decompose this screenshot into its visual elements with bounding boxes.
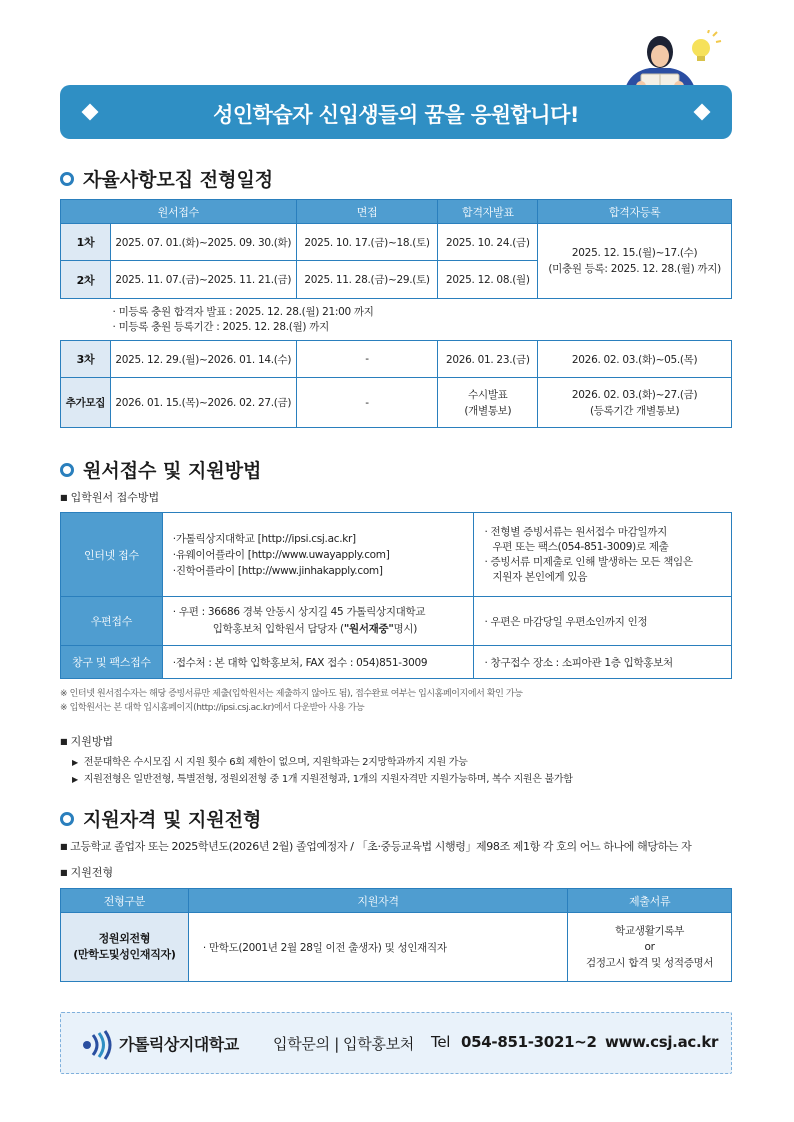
table-row [61,646,732,679]
department-name: 입학홍보처 [343,1035,414,1053]
interview-date: - [296,341,438,378]
footnote: ※ 입학원서는 본 대학 입시홈페이지(http://ipsi.csj.ac.kr)에서 다운받아 사용 가능 [60,703,365,713]
site-link[interactable]: ·가톨릭상지대학교 [http://ipsi.csj.ac.kr] [172,532,356,545]
register-period [538,224,732,299]
type-sub: (만학도및성인재직자) [73,948,176,961]
section-title: 지원자격 및 지원전형 [83,809,262,831]
footnote: ※ 인터넷 원서접수자는 해당 증빙서류만 제출(입학원서는 제출하지 않아도 됨), 접수완료 여부는 입시홈페이지에서 확인 가능 [60,689,523,699]
round-label: 1차 [61,224,111,261]
announce-line: (개별통보) [464,404,512,417]
round-label: 추가모집 [61,378,111,428]
banner-title: 성인학습자 신입생들의 꿈을 응원합니다! [213,103,579,127]
tel-label: Tel [431,1033,451,1051]
apply-period: 2025. 07. 01.(화)~2025. 09. 30.(화) [110,224,296,261]
announce-date: 2026. 01. 23.(금) [438,341,538,378]
method-item: ▶ 전문대학은 수시모집 시 지원 횟수 6회 제한이 없으며, 지원학과는 2지망학과까지 지원 가능 [72,753,468,768]
qualification-cell: · 만학도(2001년 2월 28일 이전 출생자) 및 성인재직자 [188,913,567,982]
subheading-support-method: ■ 지원방법 [60,733,113,749]
subheading-apply-method: ■ 입학원서 접수방법 [60,489,159,505]
table-row [61,341,732,378]
doc-line: 검정고시 합격 및 성적증명서 [586,957,714,969]
table-row [61,513,732,597]
phone-number[interactable]: 054-851-3021~2 [461,1033,597,1051]
section-title: 자율사항모집 전형일정 [83,169,274,191]
ring-bullet-icon [60,463,74,477]
address-line: · 우편 : 36686 경북 안동시 상지길 45 가톨릭상지대학교 [172,606,426,618]
section-heading-application [60,456,261,483]
university-logo-icon [79,1027,115,1063]
visit-place: ·접수처 : 본 대학 입학홍보처, FAX 접수 : 054)851-3009 [162,646,474,679]
application-method-table [60,512,732,679]
table-row [61,913,732,982]
notes-row [61,299,732,341]
table-header-row [61,200,732,224]
section-heading-qualification [60,805,261,832]
note-line: · 미등록 충원 합격자 발표 : 2025. 12. 28.(월) 21:00 까지 [112,305,374,318]
post-note: · 우편은 마감당일 우편소인까지 인정 [474,597,732,646]
col-header: 원서접수 [61,200,297,224]
address-emphasis: "원서재중" [343,623,394,635]
col-header: 면접 [296,200,438,224]
col-header: 지원자격 [188,889,567,913]
site-link[interactable]: ·유웨이어플라이 [http://www.uwayapply.com] [172,548,390,561]
table-row [61,224,732,261]
inquiry-label: 입학문의 | [273,1035,339,1053]
doc-line: or [644,941,655,953]
announce-date: 2025. 10. 24.(금) [438,224,538,261]
register-period [538,378,732,428]
admission-type-table [60,888,732,982]
register-note: (미충원 등록: 2025. 12. 28.(월) 까지) [548,263,721,275]
contact-footer [60,1012,732,1074]
apply-period: 2025. 12. 29.(월)~2026. 01. 14.(수) [110,341,296,378]
section-title: 원서접수 및 지원방법 [83,460,262,482]
section-heading-schedule [60,165,273,192]
note-line: · 증빙서류 미제출로 인해 발생하는 모든 책임은 [484,555,693,568]
ring-bullet-icon [60,812,74,826]
announce-date [438,378,538,428]
ring-bullet-icon [60,172,74,186]
internet-notes [474,513,732,597]
subheading-types: ■ 지원전형 [60,864,113,880]
round-label: 3차 [61,341,111,378]
col-header: 합격자등록 [538,200,732,224]
visit-note: · 창구접수 장소 : 소피아관 1층 입학홍보처 [474,646,732,679]
method-label: 인터넷 접수 [61,513,163,597]
site-link[interactable]: ·진학어플라이 [http://www.jinhakapply.com] [172,564,383,577]
table-header-row [61,889,732,913]
table-row [61,378,732,428]
register-period: 2026. 02. 03.(화)~05.(목) [538,341,732,378]
type-name: 정원외전형 [98,932,151,945]
qualification-text: ■ 고등학교 졸업자 또는 2025학년도(2026년 2월) 졸업예정자 / 「초·중등교육법 시행령」제98조 제1항 각 호의 어느 하나에 해당하는 자 [60,838,691,854]
col-header: 제출서류 [568,889,732,913]
schedule-table [60,199,732,428]
website-link[interactable]: www.csj.ac.kr [605,1033,719,1051]
announce-line: 수시발표 [468,388,508,401]
address-text: 명시) [393,623,418,635]
lightbulb-icon [683,30,723,70]
note-line: 지원자 본인에게 있음 [492,570,588,583]
method-label: 우편접수 [61,597,163,646]
register-line: (등록기간 개별통보) [589,404,680,417]
table-row [61,597,732,646]
apply-period: 2026. 01. 15.(목)~2026. 02. 27.(금) [110,378,296,428]
note-line: 우편 또는 팩스(054-851-3009)로 제출 [492,540,669,553]
register-date: 2025. 12. 15.(월)~17.(수) [571,247,698,259]
interview-date: 2025. 10. 17.(금)~18.(토) [296,224,438,261]
documents-cell [568,913,732,982]
apply-period: 2025. 11. 07.(금)~2025. 11. 21.(금) [110,261,296,299]
round-label: 2차 [61,261,111,299]
method-item: ▶ 지원전형은 일반전형, 특별전형, 정원외전형 중 1개 지원전형과, 1개의 지원자격만 지원가능하며, 복수 지원은 불가함 [72,770,573,785]
address-line [173,621,474,638]
doc-line: 학교생활기록부 [615,925,685,937]
schedule-notes [61,299,732,341]
announce-date: 2025. 12. 08.(월) [438,261,538,299]
title-banner [60,85,732,139]
col-header: 합격자발표 [438,200,538,224]
type-label [61,913,189,982]
interview-date: - [296,378,438,428]
address-text: 입학홍보처 입학원서 담당자 ( [212,623,344,635]
register-line: 2026. 02. 03.(화)~27.(금) [571,388,698,401]
method-label: 창구 및 팩스접수 [61,646,163,679]
internet-sites [162,513,474,597]
note-line: · 미등록 충원 등록기간 : 2025. 12. 28.(월) 까지 [112,320,329,333]
post-address [162,597,474,646]
note-line: · 전형별 증빙서류는 원서접수 마감일까지 [484,525,667,538]
school-name: 가톨릭상지대학교 [119,1035,239,1054]
interview-date: 2025. 11. 28.(금)~29.(토) [296,261,438,299]
col-header: 전형구분 [61,889,189,913]
